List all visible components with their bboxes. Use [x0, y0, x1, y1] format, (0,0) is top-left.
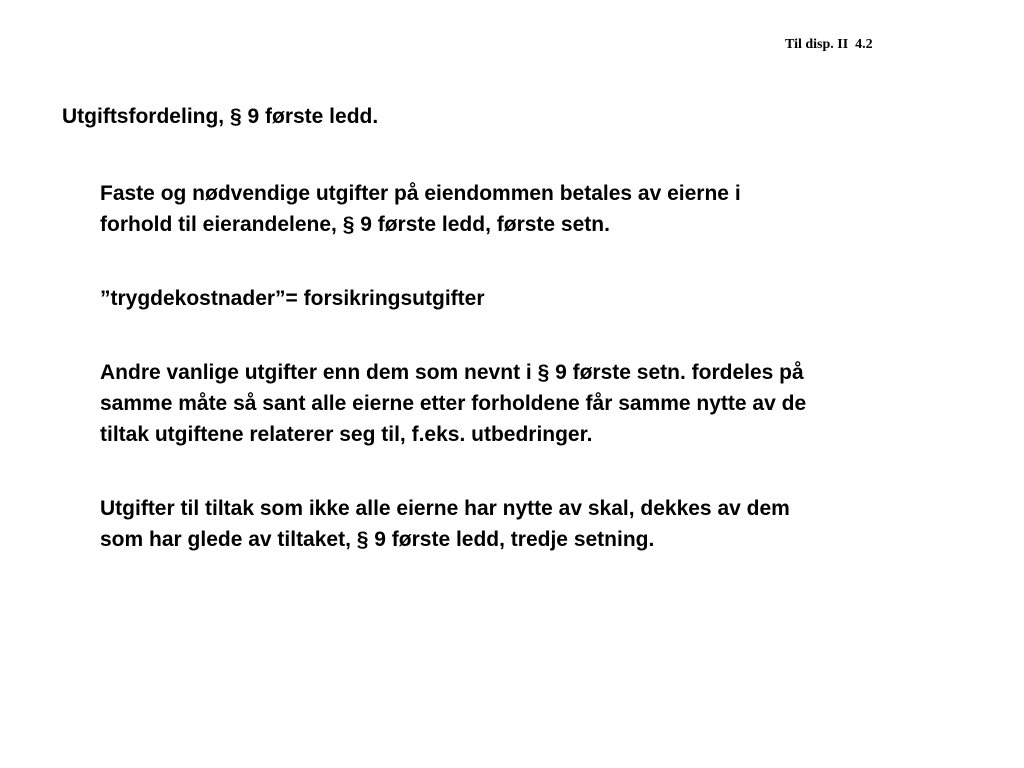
paragraph-line: som har glede av tiltaket, § 9 første ledd, tredje setning. — [100, 528, 655, 551]
paragraph-measures — [100, 493, 980, 555]
slide-reference: Til disp. II 4.2 — [785, 37, 873, 52]
slide-heading: Utgiftsfordeling, § 9 første ledd. — [62, 105, 379, 128]
paragraph-line: tiltak utgiftene relaterer seg til, f.eks. utbedringer. — [100, 423, 593, 446]
paragraph-other-costs — [100, 357, 980, 450]
paragraph-fixed-costs — [100, 178, 980, 240]
paragraph-line: forhold til eierandelene, § 9 første ledd, første setn. — [100, 213, 610, 236]
paragraph-insurance — [100, 283, 980, 314]
paragraph-line: Faste og nødvendige utgifter på eiendommen betales av eierne i — [100, 182, 741, 205]
paragraph-line: ”trygdekostnader”= forsikringsutgifter — [100, 287, 485, 310]
paragraph-line: Utgifter til tiltak som ikke alle eierne har nytte av skal, dekkes av dem — [100, 497, 790, 520]
paragraph-line: Andre vanlige utgifter enn dem som nevnt i § 9 første setn. fordeles på — [100, 361, 804, 384]
paragraph-line: samme måte så sant alle eierne etter forholdene får samme nytte av de — [100, 392, 807, 415]
slide-body — [100, 178, 980, 598]
